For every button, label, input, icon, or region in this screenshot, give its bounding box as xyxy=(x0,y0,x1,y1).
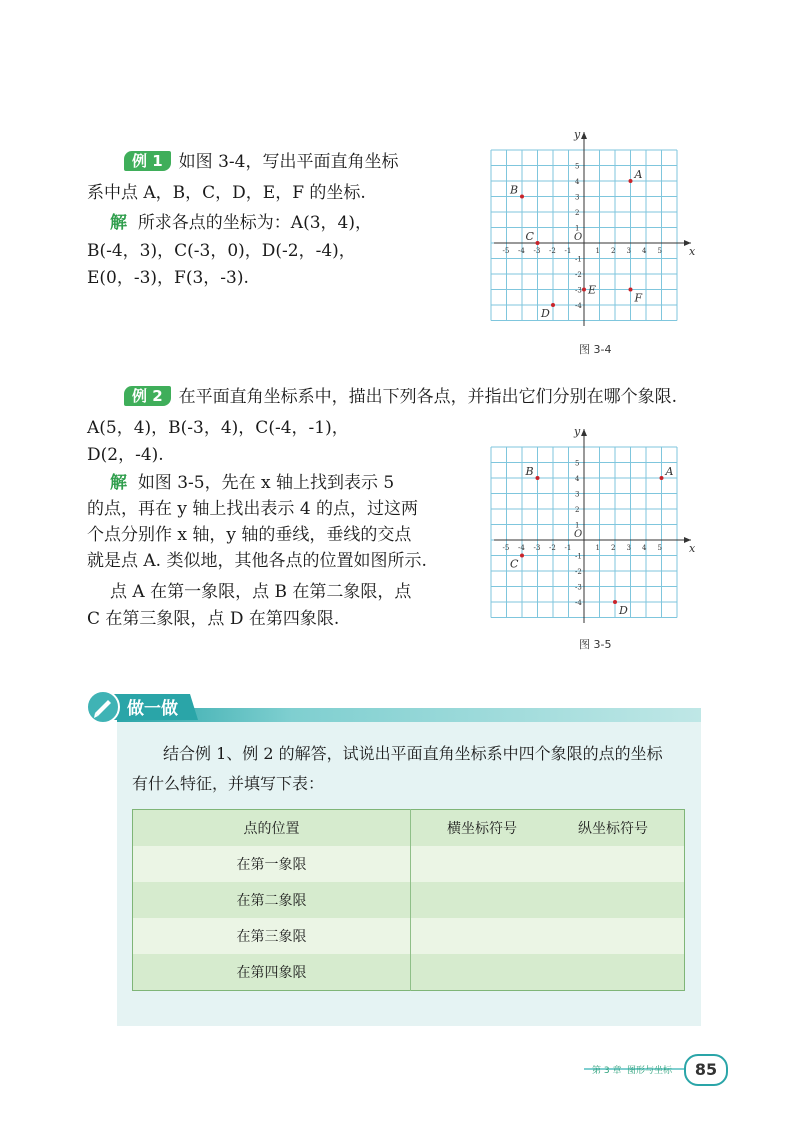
fig2-x-tick-label: -1 xyxy=(564,544,572,552)
example2-line6: 个点分别作 x 轴，y 轴的垂线，垂线的交点 xyxy=(87,525,412,545)
example2-line7: 就是点 A. 类似地，其他各点的位置如图所示. xyxy=(87,551,427,571)
fig1-origin-label: O xyxy=(574,232,583,243)
example1-line5: E(0，-3)，F(3，-3). xyxy=(87,268,249,288)
fig1-point-E xyxy=(582,288,586,292)
example2-text1: 在平面直角坐标系中，描出下列各点，并指出它们分别在哪个象限. xyxy=(178,387,678,407)
example2-line9: C 在第三象限，点 D 在第四象限. xyxy=(87,609,340,629)
fig1-y-tick-label: 2 xyxy=(575,209,580,217)
figure-3-4-caption: 图 3-4 xyxy=(579,343,612,356)
fig1-x-tick-label: 5 xyxy=(657,247,662,255)
example1-solution-text: 所求各点的坐标为：A(3，4)， xyxy=(137,213,372,233)
example1-line4: B(-4，3)，C(-3，0)，D(-2，-4)， xyxy=(87,241,356,261)
table-cell-quadrant-3: 在第三象限 xyxy=(133,918,411,954)
fig1-point-label-E: E xyxy=(588,283,597,297)
fig2-y-tick-label: -3 xyxy=(575,583,582,592)
example1-line2: 系中点 A，B，C，D，E，F 的坐标. xyxy=(87,183,366,203)
fig2-y-tick-label: -2 xyxy=(575,568,582,576)
footer-chapter-title: 图形与坐标 xyxy=(627,1066,673,1076)
activity-text-line2: 有什么特征，并填写下表： xyxy=(132,774,325,793)
fig2-point-D xyxy=(613,600,617,604)
example2-line4 xyxy=(110,471,394,495)
footer-chapter: 第 3 章 xyxy=(592,1066,622,1076)
fig2-x-tick-label: 1 xyxy=(595,544,600,552)
fig1-y-tick-label: -1 xyxy=(575,255,582,264)
table-row xyxy=(133,954,685,991)
fig2-x-tick-label: 3 xyxy=(626,544,631,552)
fig2-y-tick-label: 2 xyxy=(575,506,580,514)
figure-3-5-coordinate-plane xyxy=(488,425,703,625)
fig1-point-label-D: D xyxy=(541,307,550,320)
fig1-y-tick-label: -2 xyxy=(575,271,582,279)
fig1-point-D xyxy=(551,303,555,307)
table-cell-answer[interactable] xyxy=(411,918,685,954)
fig2-x-tick-label: 2 xyxy=(611,544,616,552)
quadrant-sign-table xyxy=(132,809,685,991)
table-cell-answer[interactable] xyxy=(411,846,685,882)
fig1-point-A xyxy=(629,179,633,183)
table-cell-answer[interactable] xyxy=(411,882,685,918)
fig1-point-C xyxy=(536,241,540,245)
fig1-y-axis-arrow xyxy=(581,132,587,139)
table-row xyxy=(133,846,685,882)
fig1-x-tick-label: 4 xyxy=(642,247,647,255)
table-cell-quadrant-4: 在第四象限 xyxy=(133,954,411,991)
fig1-y-tick-label: 1 xyxy=(575,224,580,233)
fig2-x-tick-label: -5 xyxy=(502,544,510,552)
fig1-x-tick-label: 3 xyxy=(626,247,631,255)
fig2-y-tick-label: 4 xyxy=(575,475,580,483)
example1-badge: 例 1 xyxy=(124,151,171,171)
fig1-x-tick-label: -2 xyxy=(549,247,556,255)
example2-line5: 的点，再在 y 轴上找出表示 4 的点，过这两 xyxy=(87,499,419,519)
example1-line1 xyxy=(124,150,398,174)
fig1-y-tick-label: -4 xyxy=(575,302,582,310)
activity-text-line1: 结合例 1、例 2 的解答，试说出平面直角坐标系中四个象限的点的坐标 xyxy=(163,744,663,763)
fig1-x-tick-label: -1 xyxy=(564,247,572,255)
fig1-x-tick-label: 1 xyxy=(595,247,600,255)
table-header-row xyxy=(133,810,685,847)
fig1-y-tick-label: -3 xyxy=(575,286,582,295)
fig1-point-label-F: F xyxy=(634,291,643,305)
fig1-y-label: y xyxy=(574,128,581,141)
table-cell-answer[interactable] xyxy=(411,954,685,991)
table-row xyxy=(133,882,685,918)
fig1-x-label: x xyxy=(689,245,696,258)
example2-line3: D(2，-4). xyxy=(87,445,164,465)
fig2-point-A xyxy=(660,476,664,480)
table-cell-quadrant-1: 在第一象限 xyxy=(133,846,411,882)
fig2-point-B xyxy=(536,476,540,480)
fig2-point-label-C: C xyxy=(510,557,519,571)
figure-3-5-caption: 图 3-5 xyxy=(579,638,612,651)
fig1-x-tick-label: -4 xyxy=(518,247,525,255)
example2-line2: A(5，4)，B(-3，4)，C(-4，-1)， xyxy=(87,418,349,438)
fig1-point-label-C: C xyxy=(525,230,534,243)
fig1-x-tick-label: -5 xyxy=(502,247,510,255)
fig1-point-label-B: B xyxy=(510,183,519,197)
fig2-y-label: y xyxy=(574,425,581,438)
fig2-x-tick-label: 5 xyxy=(657,544,662,552)
example1-solution-label: 解 xyxy=(110,213,127,233)
table-header-signs xyxy=(411,810,685,847)
table-cell-quadrant-2: 在第二象限 xyxy=(133,882,411,918)
page-number: 85 xyxy=(684,1054,728,1086)
fig1-x-tick-label: 2 xyxy=(611,247,616,255)
fig2-y-tick-label: 1 xyxy=(575,521,580,530)
activity-header-band xyxy=(117,708,701,722)
table-header-position: 点的位置 xyxy=(133,810,411,847)
example2-solution-label: 解 xyxy=(110,473,127,493)
example1-line3 xyxy=(110,211,372,235)
fig2-y-tick-label: 5 xyxy=(575,459,580,468)
example2-solution-text: 如图 3-5，先在 x 轴上找到表示 5 xyxy=(137,473,395,493)
fig2-origin-label: O xyxy=(574,529,583,540)
example2-line1 xyxy=(124,385,677,409)
fig1-point-B xyxy=(520,195,524,199)
fig2-y-axis-arrow xyxy=(581,429,587,436)
fig2-point-label-A: A xyxy=(665,465,674,478)
fig2-y-tick-label: 3 xyxy=(575,490,580,499)
table-header-x-sign: 横坐标符号 xyxy=(447,821,518,837)
fig2-point-label-D: D xyxy=(619,604,628,617)
example2-line8: 点 A 在第一象限，点 B 在第二象限，点 xyxy=(110,582,412,602)
example1-text1: 如图 3-4，写出平面直角坐标 xyxy=(178,152,399,172)
fig1-point-label-A: A xyxy=(634,168,643,181)
example2-badge: 例 2 xyxy=(124,386,171,406)
fig2-x-tick-label: -4 xyxy=(518,544,525,552)
fig1-y-tick-label: 5 xyxy=(575,162,580,171)
activity-title: 做一做 xyxy=(127,699,178,719)
figure-3-4-coordinate-plane xyxy=(488,128,703,328)
fig2-point-label-B: B xyxy=(525,465,534,478)
fig2-y-tick-label: -4 xyxy=(575,599,582,607)
fig1-x-tick-label: -3 xyxy=(533,247,541,255)
table-row xyxy=(133,918,685,954)
fig2-y-tick-label: -1 xyxy=(575,552,582,561)
fig2-x-tick-label: -2 xyxy=(549,544,556,552)
fig1-y-tick-label: 3 xyxy=(575,193,580,202)
fig1-point-F xyxy=(629,288,633,292)
fig2-x-label: x xyxy=(689,542,696,555)
table-header-y-sign: 纵坐标符号 xyxy=(577,821,648,837)
fig2-x-tick-label: -3 xyxy=(533,544,541,552)
fig2-x-tick-label: 4 xyxy=(642,544,647,552)
fig1-y-tick-label: 4 xyxy=(575,178,580,186)
fig2-point-C xyxy=(520,554,524,558)
